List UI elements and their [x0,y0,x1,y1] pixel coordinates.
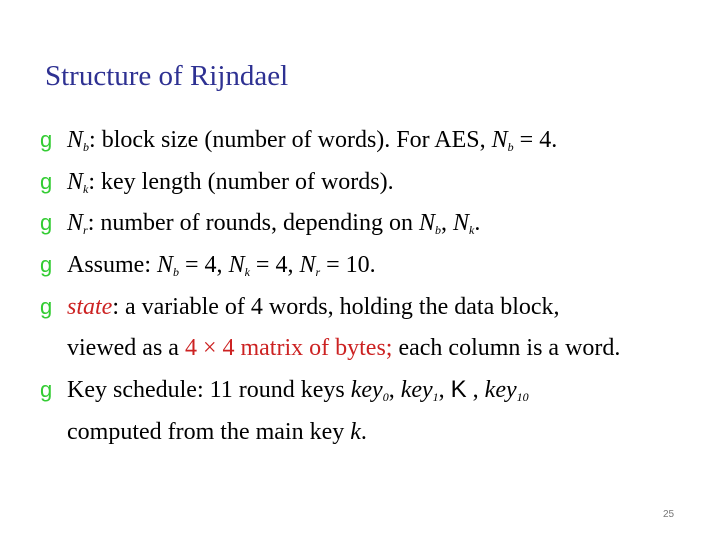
ellipsis-glyph: K [450,376,467,403]
bullet-text: : a variable of 4 words, holding the data block, [112,294,560,320]
bullet-assume [40,250,376,287]
symbol-n: N [228,252,245,278]
bullet-marker-icon: g [40,294,53,319]
equation-text: = 4, [249,252,300,278]
bullet-marker-icon: g [40,252,53,277]
key-symbol: key [350,377,383,403]
symbol-n: N [67,169,84,195]
subscript-b: b [83,140,90,154]
subscript-b: b [507,140,514,154]
subscript-1: 1 [432,390,439,404]
separator: , [388,377,401,403]
subscript-k: k [469,223,475,237]
bullet-rounds [40,208,480,245]
page-number: 25 [663,509,675,520]
bullet-key-schedule-continuation [67,417,367,447]
subscript-r: r [315,265,321,279]
bullet-state-continuation [67,333,620,363]
separator: , [438,377,451,403]
separator: , [466,377,485,403]
symbol-n: N [157,252,174,278]
symbol-n: N [491,127,508,153]
period: . [474,210,481,236]
equation-text: = 10. [320,252,376,278]
symbol-n: N [452,210,469,236]
bullet-text: Assume: [67,252,157,278]
bullet-text: Key schedule: 11 round keys [67,377,351,403]
bullet-state [40,292,560,322]
colon: : [88,169,96,195]
main-key-symbol: k [350,419,361,445]
bullet-marker-icon: g [40,377,53,402]
subscript-k: k [244,265,250,279]
symbol-n: N [299,252,316,278]
colon: : [89,127,96,153]
continuation-text: each column is a word. [392,335,621,361]
symbol-n: N [67,210,84,236]
key-symbol: key [484,377,517,403]
bullet-text: key length (number of words). [95,169,394,195]
state-term: state [67,294,113,320]
continuation-text: viewed as a [67,335,185,361]
bullet-marker-icon: g [40,169,53,194]
subscript-10: 10 [516,390,529,404]
bullet-key-length [40,167,394,204]
subscript-k: k [83,182,89,196]
equation-text: = 4, [179,252,229,278]
subscript-b: b [434,223,441,237]
symbol-n: N [67,127,84,153]
bullet-marker-icon: g [40,127,53,152]
bullet-marker-icon: g [40,210,53,235]
bullet-key-schedule [40,375,529,412]
bullet-text: block size (number of words). For AES, [95,127,492,153]
symbol-n: N [418,210,435,236]
continuation-text: computed from the main key [67,419,351,445]
slide-title: Structure of Rijndael [45,60,289,92]
equation-text: = 4. [513,127,558,153]
subscript-0: 0 [382,390,389,404]
key-symbol: key [400,377,433,403]
subscript-b: b [173,265,180,279]
bullet-text: : number of rounds, depending on [87,210,419,236]
period: . [360,419,367,445]
bullet-block-size [40,125,557,162]
separator: , [440,210,453,236]
matrix-highlight: 4 × 4 matrix of bytes; [184,335,393,361]
subscript-r: r [83,223,88,237]
